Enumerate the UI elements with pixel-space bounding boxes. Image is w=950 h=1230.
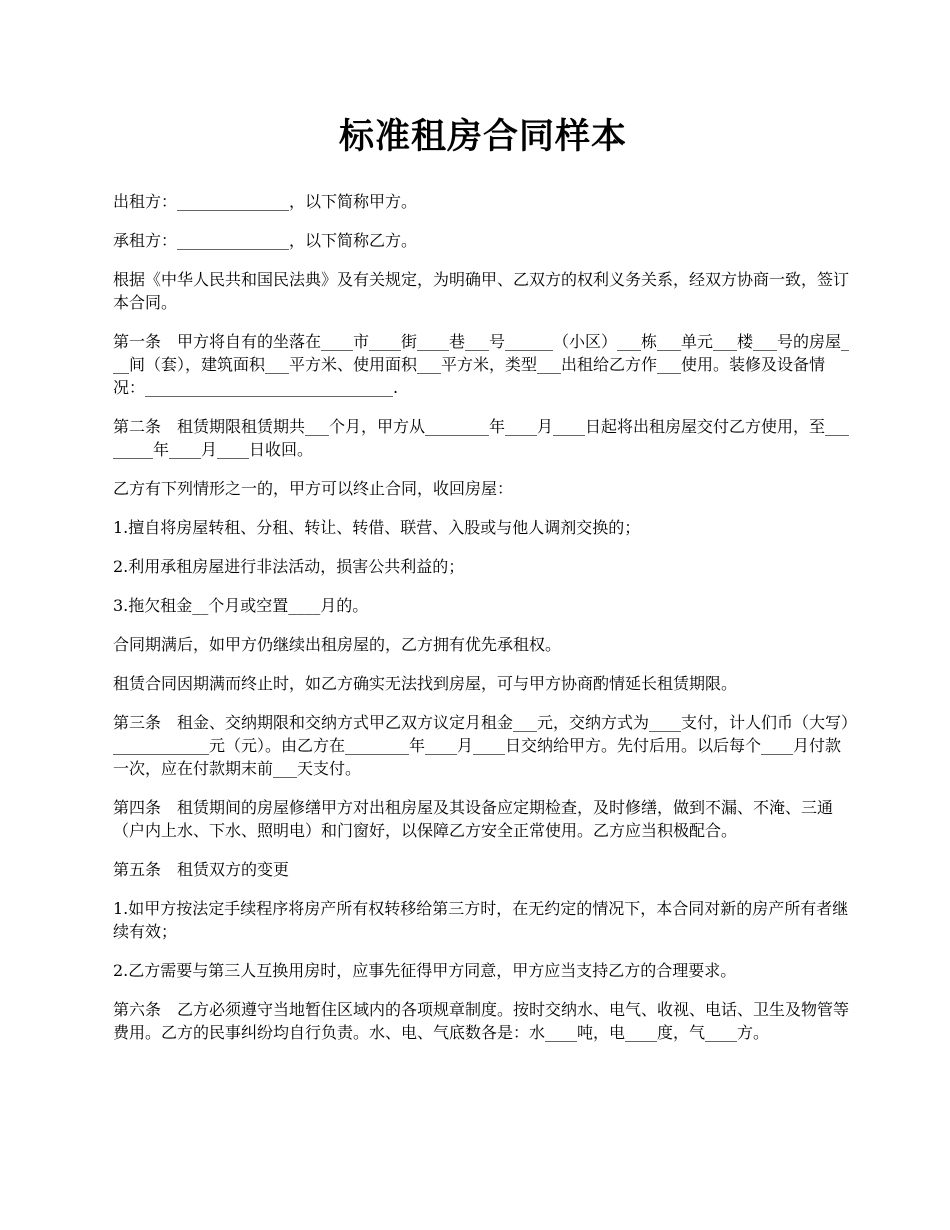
document-body [113, 190, 853, 1044]
clause-priority-renewal: 合同期满后，如甲方仍继续出租房屋的，乙方拥有优先承租权。 [113, 635, 562, 654]
clause-termination-item-1: 1.擅自将房屋转租、分租、转让、转借、联营、入股或与他人调剂交换的； [113, 518, 641, 537]
clause-article-2: 第二条 租赁期限租赁期共___个月，甲方从________年____月____日起将出租房屋交付乙方使用，至________年____月____日收回。 [113, 417, 850, 459]
clause-termination-item-2: 2.利用承租房屋进行非法活动，损害公共利益的； [113, 557, 465, 576]
clause-lessee: 承租方：______________，以下简称乙方。 [113, 231, 418, 250]
clause-termination-item-3: 3.拖欠租金__个月或空置____月的。 [113, 596, 369, 615]
clause-article-5: 第五条 租赁双方的变更 [113, 860, 290, 879]
clause-article-5-item-1: 1.如甲方按法定手续程序将房产所有权转移给第三方时，在无约定的情况下，本合同对新的房产所有者继续有效； [113, 899, 849, 941]
document-page [113, 110, 853, 1060]
clause-article-1: 第一条 甲方将自有的坐落在____市____街____巷___号______（小区）___栋___单元___楼___号的房屋___间（套），建筑面积___平方米、使用面积___平方米，类型___出租给乙方作___使用。装修及设备情况：_______________________________. [113, 332, 850, 397]
clause-article-4: 第四条 租赁期间的房屋修缮甲方对出租房屋及其设备应定期检查，及时修缮，做到不漏、不淹、三通（户内上水、下水、照明电）和门窗好，以保障乙方安全正常使用。乙方应当积极配合。 [113, 798, 834, 840]
clause-extension: 租赁合同因期满而终止时，如乙方确实无法找到房屋，可与甲方协商酌情延长租赁期限。 [113, 674, 738, 693]
clause-article-6: 第六条 乙方必须遵守当地暂住区域内的各项规章制度。按时交纳水、电气、收视、电话、卫生及物管等费用。乙方的民事纠纷均自行负责。水、电、气底数各是：水____吨，电____度，气____方。 [113, 1000, 850, 1042]
clause-article-5-item-2: 2.乙方需要与第三人互换用房时，应事先征得甲方同意，甲方应当支持乙方的合理要求。 [113, 961, 737, 980]
clause-lessor: 出租方：______________，以下简称甲方。 [113, 192, 418, 211]
document-title: 标准租房合同样本 [338, 116, 627, 157]
clause-termination-intro: 乙方有下列情形之一的，甲方可以终止合同，收回房屋： [113, 479, 514, 498]
clause-preamble: 根据《中华人民共和国民法典》及有关规定，为明确甲、乙双方的权利义务关系，经双方协商一致，签订本合同。 [113, 270, 850, 312]
clause-article-3: 第三条 租金、交纳期限和交纳方式甲乙双方议定月租金___元，交纳方式为____支付，计人们币（大写）____________元（元）。由乙方在________年____月____日交纳给甲方。先付后用。以后每个____月付款一次，应在付款期末前___天支付。 [113, 713, 850, 778]
